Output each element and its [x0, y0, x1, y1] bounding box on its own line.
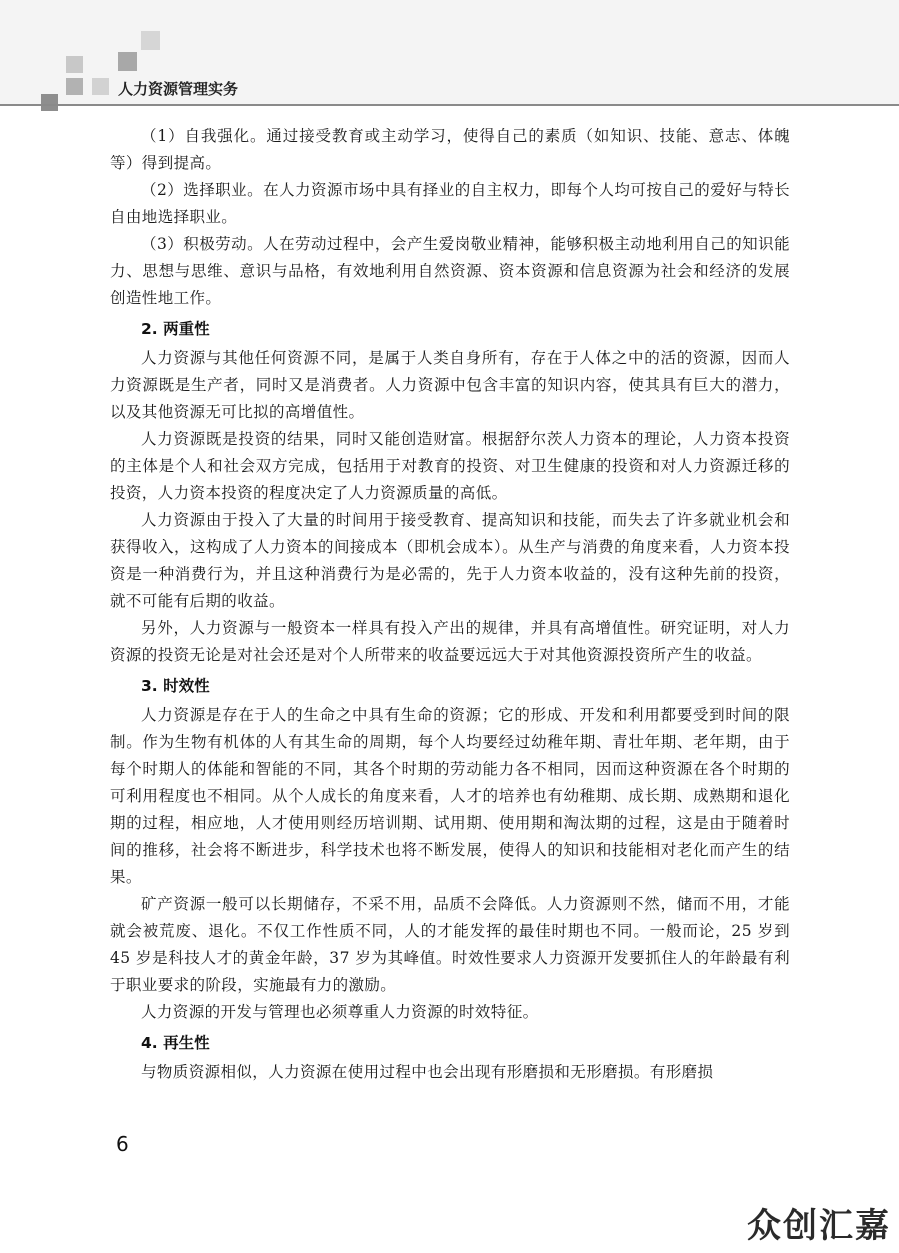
paragraph: （3）积极劳动。人在劳动过程中，会产生爱岗敬业精神，能够积极主动地利用自己的知识能力、思想与思维、意识与品格，有效地利用自然资源、资本资源和信息资源为社会和经济的发展创造性地工作。	[110, 235, 790, 307]
paragraph: 人力资源是存在于人的生命之中具有生命的资源；它的形成、开发和利用都要受到时间的限制。作为生物有机体的人有其生命的周期，每个人均要经过幼稚年期、青壮年期、老年期，由于每个时期人的体能和智能的不同，其各个时期的劳动能力各不相同，因而这种资源在各个时期的可利用程度也不相同。从个人成长的角度来看，人才的培养也有幼稚期、成长期、成熟期和退化期的过程，相应地，人才使用则经历培训期、试用期、使用期和淘汰期的过程，这是由于随着时间的推移，社会将不断进步，科学技术也将不断发展，使得人的知识和技能相对老化而产生的结果。	[110, 706, 790, 886]
section-heading: 4. 再生性	[141, 1034, 210, 1052]
paragraph: 人力资源的开发与管理也必须尊重人力资源的时效特征。	[141, 1003, 539, 1021]
watermark-logo: 众创汇嘉	[747, 1206, 891, 1246]
paragraph: 人力资源与其他任何资源不同，是属于人类自身所有，存在于人体之中的活的资源，因而人力资源既是生产者，同时又是消费者。人力资源中包含丰富的知识内容，使其具有巨大的潜力，以及其他资源无可比拟的高增值性。	[110, 349, 790, 421]
paragraph: 人力资源既是投资的结果，同时又能创造财富。根据舒尔茨人力资本的理论，人力资本投资的主体是个人和社会双方完成，包括用于对教育的投资、对卫生健康的投资和对人力资源迁移的投资，人力资本投资的程度决定了人力资源质量的高低。	[110, 430, 790, 502]
header-rule	[0, 104, 899, 106]
decor-square	[141, 31, 160, 50]
decor-square	[66, 78, 83, 95]
book-title: 人力资源管理实务	[118, 80, 239, 98]
paragraph: 矿产资源一般可以长期储存，不采不用，品质不会降低。人力资源则不然，储而不用，才能就会被荒废、退化。不仅工作性质不同，人的才能发挥的最佳时期也不同。一般而论，25 岁到 45 岁是科技人才的黄金年龄，37 岁为其峰值。时效性要求人力资源开发要抓住人的年龄最有利于职业要求的阶段，实施最有力的激励。	[110, 895, 790, 994]
decor-square	[41, 94, 58, 111]
decor-square	[66, 56, 83, 73]
section-heading: 2. 两重性	[141, 320, 210, 338]
page-number: 6	[116, 1132, 129, 1156]
section-heading: 3. 时效性	[141, 677, 210, 695]
page-body	[110, 123, 790, 1086]
paragraph: 人力资源由于投入了大量的时间用于接受教育、提高知识和技能，而失去了许多就业机会和获得收入，这构成了人力资本的间接成本（即机会成本）。从生产与消费的角度来看，人力资本投资是一种消费行为，并且这种消费行为是必需的，先于人力资本收益的，没有这种先前的投资，就不可能有后期的收益。	[110, 511, 790, 610]
paragraph: 另外，人力资源与一般资本一样具有投入产出的规律，并具有高增值性。研究证明，对人力资源的投资无论是对社会还是对个人所带来的收益要远远大于对其他资源投资所产生的收益。	[110, 619, 790, 664]
paragraph: 与物质资源相似，人力资源在使用过程中也会出现有形磨损和无形磨损。有形磨损	[141, 1063, 714, 1081]
paragraph: （1）自我强化。通过接受教育或主动学习，使得自己的素质（如知识、技能、意志、体魄等）得到提高。	[110, 127, 790, 172]
paragraph: （2）选择职业。在人力资源市场中具有择业的自主权力，即每个人均可按自己的爱好与特长自由地选择职业。	[110, 181, 790, 226]
decor-square	[118, 52, 137, 71]
decor-square	[92, 78, 109, 95]
